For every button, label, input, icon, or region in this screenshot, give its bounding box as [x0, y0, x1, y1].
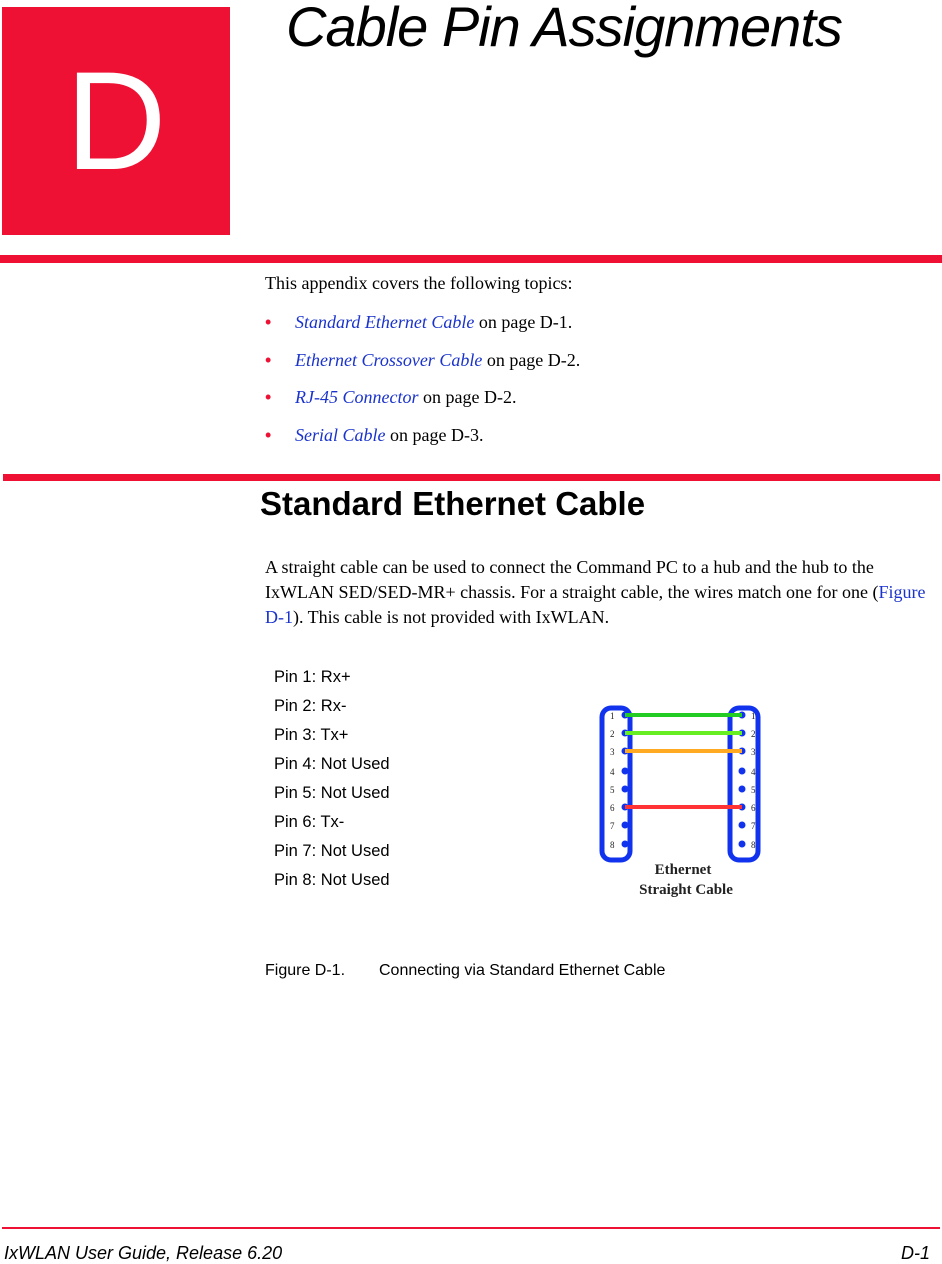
left-pin-dot	[622, 786, 629, 793]
left-pin-number: 4	[610, 767, 615, 777]
diagram-label-line1: Ethernet	[654, 862, 712, 878]
left-pin-number: 1	[610, 711, 615, 721]
right-pin-dot	[739, 786, 746, 793]
list-item	[265, 350, 580, 388]
pin-label: Pin 3: Tx+	[274, 726, 349, 744]
right-pin-number: 5	[751, 785, 756, 795]
pin-label: Pin 1: Rx+	[274, 668, 351, 686]
left-pin-dot	[622, 841, 629, 848]
topic-link-standard-ethernet-cable[interactable]: Standard Ethernet Cable	[295, 312, 475, 332]
right-pin-number: 8	[751, 840, 756, 850]
pin-label: Pin 6: Tx-	[274, 813, 345, 831]
pin-label: Pin 4: Not Used	[274, 755, 390, 773]
right-pin-number: 3	[751, 747, 756, 757]
left-pin-number: 3	[610, 747, 615, 757]
left-pin-number: 7	[610, 821, 615, 831]
paragraph-text: ). This cable is not provided with IxWLAN.	[293, 607, 610, 627]
footer-divider	[2, 1227, 940, 1229]
pin-label: Pin 5: Not Used	[274, 784, 390, 802]
right-pin-number: 1	[751, 711, 756, 721]
bullet-icon: •	[265, 387, 272, 407]
topic-list	[265, 312, 580, 462]
left-pin-dot	[622, 822, 629, 829]
bullet-icon: •	[265, 424, 272, 445]
pin-list	[274, 668, 390, 900]
figure-caption-text: Connecting via Standard Ethernet Cable	[379, 962, 666, 979]
right-pin-number: 4	[751, 767, 756, 777]
pin-label: Pin 8: Not Used	[274, 871, 390, 889]
left-pin-number: 8	[610, 840, 615, 850]
topic-page-ref: on page D-2.	[482, 349, 581, 370]
topic-link-ethernet-crossover-cable[interactable]: Ethernet Crossover Cable	[295, 349, 483, 370]
chapter-letter-box	[2, 7, 230, 235]
left-pin-number: 2	[610, 729, 615, 739]
list-item	[265, 387, 580, 425]
right-pin-number: 2	[751, 729, 756, 739]
topic-link-serial-cable[interactable]: Serial Cable	[295, 424, 386, 445]
section-paragraph	[265, 555, 940, 630]
pin-label: Pin 2: Rx-	[274, 697, 347, 715]
left-pin-dot	[622, 768, 629, 775]
chapter-divider	[0, 255, 942, 263]
chapter-title: Cable Pin Assignments	[286, 0, 842, 58]
chapter-letter: D	[65, 42, 167, 199]
footer-document-title: IxWLAN User Guide, Release 6.20	[4, 1243, 283, 1263]
topic-page-ref: on page D-2.	[418, 387, 517, 407]
topic-page-ref: on page D-3.	[385, 424, 484, 445]
bullet-icon: •	[265, 349, 272, 370]
section-divider	[3, 474, 940, 481]
intro-text: This appendix covers the following topics:	[265, 273, 573, 293]
right-pin-number: 7	[751, 821, 756, 831]
paragraph-text: A straight cable can be used to connect the Command PC to a hub and the hub to the IxWLAN SED/SED-MR+ chassis. For a straight cable, the wires match one for one (	[265, 557, 879, 602]
list-item	[265, 425, 580, 463]
pin-label: Pin 7: Not Used	[274, 842, 390, 860]
section-heading: Standard Ethernet Cable	[260, 485, 646, 522]
topic-page-ref: on page D-1.	[474, 312, 573, 332]
right-pin-dot	[739, 768, 746, 775]
figure-caption	[265, 962, 665, 980]
figure-reference-link[interactable]: Figure D-1	[265, 582, 926, 627]
ethernet-straight-cable-diagram	[588, 690, 786, 910]
figure-number: Figure D-1.	[265, 962, 346, 979]
left-pin-number: 5	[610, 785, 615, 795]
diagram-label-line2: Straight Cable	[639, 882, 733, 898]
list-item	[265, 312, 580, 350]
right-pin-dot	[739, 841, 746, 848]
right-pin-number: 6	[751, 803, 756, 813]
footer-page-number: D-1	[900, 1243, 930, 1263]
topic-link-rj45-connector[interactable]: RJ-45 Connector	[295, 387, 419, 407]
right-pin-dot	[739, 822, 746, 829]
bullet-icon: •	[265, 312, 272, 332]
left-pin-number: 6	[610, 803, 615, 813]
